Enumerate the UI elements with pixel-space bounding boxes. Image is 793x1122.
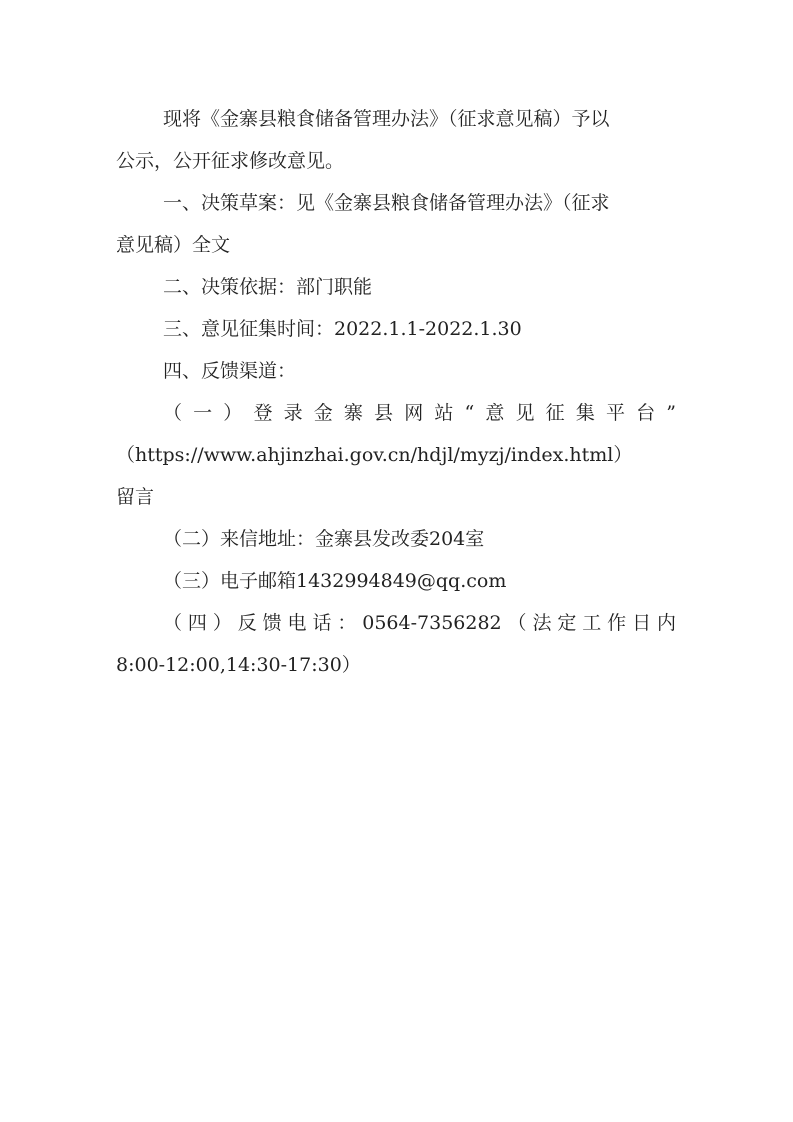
collection-period: 三、意见征集时间：2022.1.1-2022.1.30: [163, 318, 522, 340]
intro-paragraph-line-2: 公示，公开征求修改意见。: [116, 150, 345, 172]
channel-phone-hours: 8:00-12:00,14:30-17:30）: [116, 654, 361, 676]
decision-draft-line-1: 一、决策草案：见《金寨县粮食储备管理办法》（征求: [163, 192, 610, 214]
decision-basis: 二、决策依据：部门职能: [163, 276, 373, 298]
channel-website-url: （https://www.ahjinzhai.gov.cn/hdjl/myzj/index.html）: [116, 444, 633, 466]
feedback-channels-heading: 四、反馈渠道：: [163, 360, 297, 382]
channel-phone-line-1: （四）反馈电话：0564-7356282（法定工作日内: [163, 612, 676, 634]
channel-mail-address: （二）来信地址：金寨县发改委204室: [163, 528, 485, 550]
intro-paragraph-line-1: 现将《金寨县粮食储备管理办法》（征求意见稿）予以: [163, 108, 610, 130]
channel-website-line-1: （一）登录金寨县网站“意见征集平台”: [163, 402, 676, 424]
decision-draft-line-2: 意见稿）全文: [116, 234, 231, 256]
channel-email: （三）电子邮箱1432994849@qq.com: [163, 570, 507, 592]
channel-website-line-3: 留言: [116, 486, 155, 508]
